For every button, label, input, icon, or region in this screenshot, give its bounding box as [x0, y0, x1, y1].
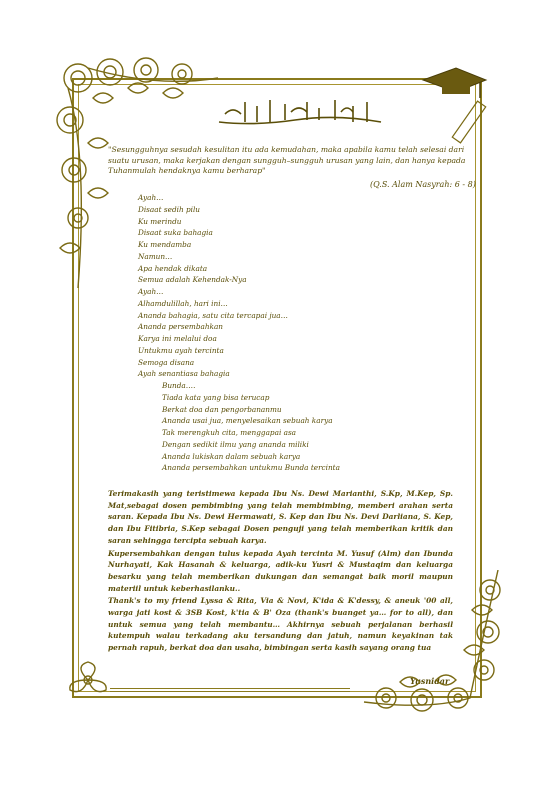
poem-line: Untukmu ayah tercinta [138, 345, 224, 355]
poem-line: Ku mendamba [138, 240, 192, 249]
dedication-poem [138, 192, 340, 474]
poem-line: Namun… [138, 251, 173, 261]
poem-line: Ananda bahagia, satu cita tercapai jua… [138, 310, 288, 320]
floral-corner-bottom-right-icon [360, 570, 510, 715]
poem-line: Disaat sedih pilu [138, 204, 201, 214]
poem-line: Ayah senantiasa bahagia [138, 369, 230, 379]
poem-line: Ku merindu [138, 216, 182, 226]
thanks-paragraph: Kupersembahkan dengan tulus kepada Ayah tercinta M. Yusuf (Alm) dan Ibunda Nurhayati, Kak Hasanah & keluarga, adik-ku Yusri & Mustaqim dan keluarga besarku yang telah memberikan dukungan dan semangat baik moril maupun materiil untuk keberhasilanku.. [108, 548, 453, 593]
poem-line: Semoga disana [138, 357, 195, 367]
poem-line-indented: Ananda usai jua, menyelesaikan sebuah karya [162, 416, 333, 426]
poem-line: Alhamdulillah, hari ini… [138, 298, 228, 308]
poem-line: Disaat suka bahagia [138, 228, 213, 238]
poem-line-indented: Tak merengkuh cita, menggapai asa [162, 428, 297, 437]
poem-line: Karya ini melalui doa [138, 334, 217, 343]
bottom-rule [110, 688, 350, 689]
poem-line-indented: Ananda persembahkan untukmu Bunda tercinta [162, 463, 340, 473]
bottom-rule [110, 691, 350, 692]
poem-line-indented: Bunda…. [162, 381, 196, 390]
poem-line-indented: Ananda lukiskan dalam sebuah karya [162, 451, 301, 461]
poem-line: Apa hendak dikata [138, 263, 208, 273]
poem-line-indented: Tiada kata yang bisa terucap [162, 392, 270, 402]
thanks-paragraph: Thank's to my friend Lyssa & Rita, Via & Novi, K'ida & K'dessy, & aneuk '00 all, warga jati kost & 3SB Kost, k'tia & B' Oza (thank's buanget ya… for to all), dan untuk semua yang telah membantu… Akhirnya sebuah perjalanan berhasil kutempuh walau terkadang aku tersandung dan jatuh, namun keyakinan tak pernah rapuh, berkat doa dan usaha, bimbingan serta kasih sayang orang tua [108, 596, 453, 653]
poem-line: Semua adalah Kehendak-Nya [138, 275, 247, 285]
quote-reference: (Q.S. Alam Nasyrah: 6 - 8) [370, 180, 476, 189]
opening-quote: "Sesungguhnya sesudah kesulitan itu ada kemudahan, maka apabila kamu telah selesai dari suatu urusan, maka kerjakan dengan sungguh–sungguh urusan yang lain, dan hanya kepada Tuhanmulah hendaknya kamu berharap" [108, 145, 466, 176]
graduation-cap-icon [418, 62, 488, 152]
poem-line-indented: Berkat doa dan pengorbananmu [162, 404, 282, 414]
poem-line: Ayah… [138, 287, 164, 296]
thanks-paragraph: Terimakasih yang teristimewa kepada Ibu Ns. Dewi Marianthi, S.Kp, M.Kep, Sp. Mat,sebagai dosen pembimbing yang telah membimbing, memberi arahan serta saran. Kepada Ibu Ns. Dewi Hermawati, S. Kep dan Ibu Ns. Devi Darliana, S. Kep, dan Ibu Fitibria, S.Kep sebagai Dosen penguji yang telah memberikan kritik dan saran sehingga tercipta sebuah karya. [108, 489, 453, 545]
signature-name: Yusnidar [410, 676, 450, 686]
poem-line-indented: Dengan sedikit ilmu yang ananda miliki [162, 439, 309, 449]
basmala-calligraphy-icon [215, 96, 385, 130]
floral-corner-bottom-left-icon [66, 660, 110, 700]
poem-line: Ayah… [138, 193, 164, 202]
poem-line: Ananda persembahkan [138, 322, 224, 332]
